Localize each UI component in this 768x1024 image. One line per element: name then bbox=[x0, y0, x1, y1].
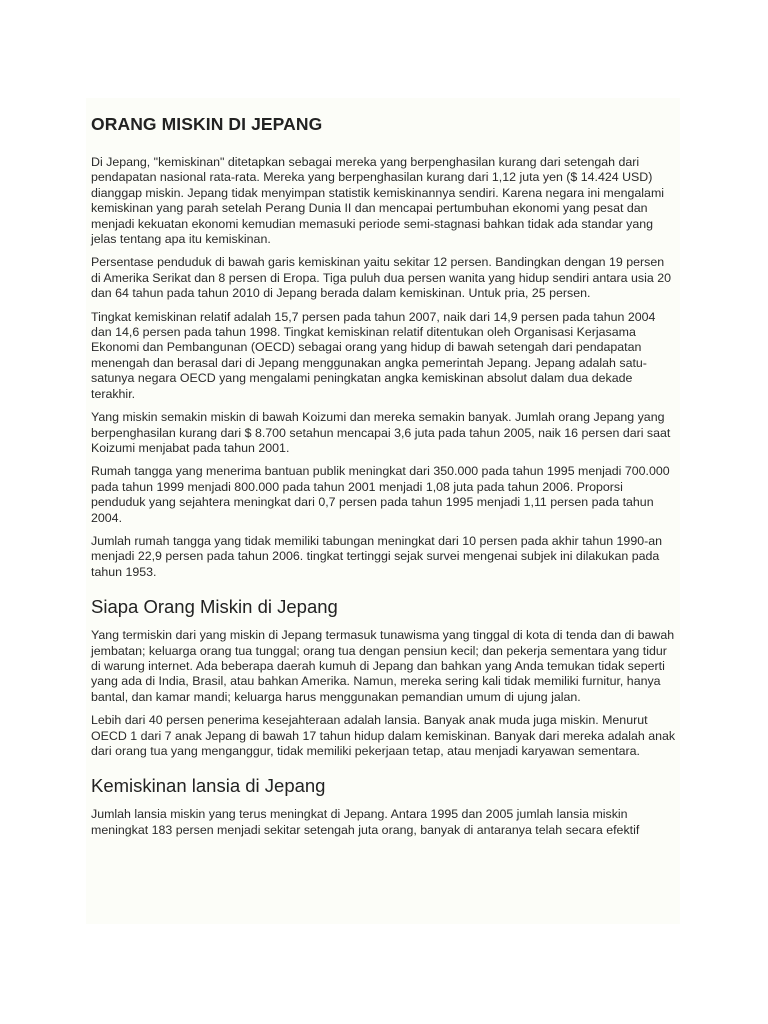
intro-paragraph-2: Persentase penduduk di bawah garis kemiskinan yaitu sekitar 12 persen. Bandingkan dengan 19 persen di Amerika Serikat dan 8 persen di Eropa. Tiga puluh dua persen wanita yang hidup sendiri antara usia 20 dan 64 tahun pada tahun 2010 di Jepang berada dalam kemiskinan. Untuk pria, 25 persen. bbox=[91, 255, 671, 301]
who-paragraph-2: Lebih dari 40 persen penerima kesejahteraan adalah lansia. Banyak anak muda juga miskin. Menurut OECD 1 dari 7 anak Jepang di bawah 17 tahun hidup dalam kemiskinan. Banyak dari mereka adalah anak dari orang tua yang menganggur, tidak memiliki pekerjaan tetap, atau menjadi karyawan sementara. bbox=[91, 713, 676, 758]
who-paragraph-1: Yang termiskin dari yang miskin di Jepang termasuk tunawisma yang tinggal di kota di tenda dan di bawah jembatan; keluarga orang tua tunggal; orang tua dengan pensiun kecil; dan pekerja sementara yang tidur di warung internet. Ada beberapa daerah kumuh di Jepang dan bahkan yang Anda temukan tidak seperti yang ada di India, Brasil, atau bahkan Amerika. Namun, mereka sering kali tidak memiliki furnitur, hanya bantal, dan kamar mandi; keluarga harus menggunakan pemandian umum di ujung jalan. bbox=[91, 628, 675, 704]
section-heading-elderly: Kemiskinan lansia di Jepang bbox=[91, 775, 326, 797]
intro-paragraph-4: Yang miskin semakin miskin di bawah Koizumi dan mereka semakin banyak. Jumlah orang Jepang yang berpenghasilan kurang dari $ 8.700 setahun mencapai 3,6 juta pada tahun 2005, naik 16 persen dari saat Koizumi menjabat pada tahun 2001. bbox=[91, 410, 671, 455]
intro-paragraph-6: Jumlah rumah tangga yang tidak memiliki tabungan meningkat dari 10 persen pada akhir tahun 1990-an menjadi 22,9 persen pada tahun 2006. tingkat tertinggi sejak survei mengenai subjek ini dilakukan pada tahun 1953. bbox=[91, 533, 663, 579]
elderly-paragraph-1: Jumlah lansia miskin yang terus meningkat di Jepang. Antara 1995 dan 2005 jumlah lansia miskin meningkat 183 persen menjadi sekitar setengah juta orang, banyak di antaranya telah secara efektif bbox=[91, 807, 640, 837]
article-content bbox=[86, 98, 680, 924]
intro-paragraph-3: Tingkat kemiskinan relatif adalah 15,7 persen pada tahun 2007, naik dari 14,9 persen pada tahun 2004 dan 14,6 persen pada tahun 1998. Tingkat kemiskinan relatif ditentukan oleh Organisasi Kerjasama Ekonomi dan Pembangunan (OECD) sebagai orang yang hidup di bawah setengah dari pendapatan menengah dan berasal dari di Jepang menggunakan angka pemerintah Jepang. Jepang adalah satu-satunya negara OECD yang mengalami peningkatan angka kemiskinan absolut dalam dua dekade terakhir. bbox=[91, 309, 656, 401]
intro-paragraph-5: Rumah tangga yang menerima bantuan publik meningkat dari 350.000 pada tahun 1995 menjadi 700.000 pada tahun 1999 menjadi 800.000 pada tahun 2001 menjadi 1,08 juta pada tahun 2006. Proporsi penduduk yang sejahtera meningkat dari 0,7 persen pada tahun 1995 menjadi 1,11 persen pada tahun 2004. bbox=[91, 464, 670, 525]
article-title: ORANG MISKIN DI JEPANG bbox=[91, 114, 323, 134]
section-heading-who: Siapa Orang Miskin di Jepang bbox=[91, 596, 338, 618]
intro-paragraph-1: Di Jepang, "kemiskinan" ditetapkan sebagai mereka yang berpenghasilan kurang dari setengah dari pendapatan nasional rata-rata. Mereka yang berpenghasilan kurang dari 1,12 juta yen ($ 14.424 USD) dianggap miskin. Jepang tidak menyimpan statistik kemiskinannya sendiri. Karena negara ini mengalami kemiskinan yang parah setelah Perang Dunia II dan mencapai pertumbuhan ekonomi yang pesat dan menjadi kekuatan ekonomi kemudian memasuki periode semi-stagnasi bahkan tidak ada standar yang jelas tentang apa itu kemiskinan. bbox=[91, 155, 665, 247]
